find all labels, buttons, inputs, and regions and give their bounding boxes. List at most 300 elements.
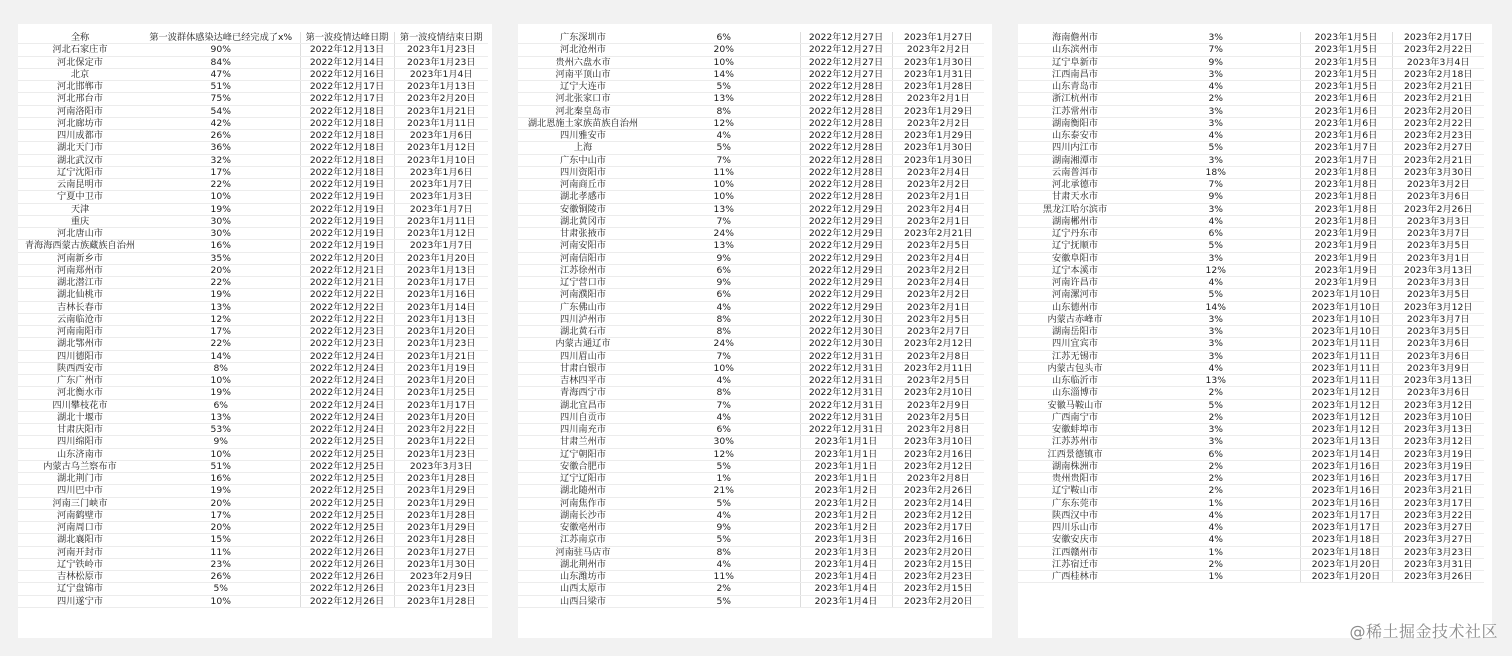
table-row: [1018, 289, 1484, 301]
table-row: [1018, 117, 1484, 129]
cell-end-date: 2023年2月5日: [892, 240, 984, 252]
cell-percentage: 4%: [648, 411, 800, 423]
cell-name: 甘肃兰州市: [518, 436, 648, 448]
cell-end-date: 2023年1月17日: [394, 277, 488, 289]
table-row: [1018, 264, 1484, 276]
table-row: [18, 117, 488, 129]
cell-peak-date: 2022年12月30日: [800, 338, 892, 350]
cell-peak-date: 2023年1月12日: [1300, 411, 1392, 423]
cell-name: 河北保定市: [18, 56, 142, 68]
cell-peak-date: 2023年1月11日: [1300, 338, 1392, 350]
cell-percentage: 13%: [648, 203, 800, 215]
cell-percentage: 4%: [1132, 362, 1300, 374]
table-row: [518, 68, 984, 80]
cell-percentage: 3%: [1132, 252, 1300, 264]
table-row: [518, 32, 984, 44]
cell-peak-date: 2023年1月8日: [1300, 179, 1392, 191]
table-row: [1018, 350, 1484, 362]
cell-percentage: 4%: [648, 375, 800, 387]
table-row: [1018, 522, 1484, 534]
cell-peak-date: 2022年12月14日: [300, 56, 394, 68]
table-row: [1018, 460, 1484, 472]
cell-end-date: 2023年1月12日: [394, 142, 488, 154]
cell-name: 江苏徐州市: [518, 264, 648, 276]
cell-peak-date: 2023年1月20日: [1300, 571, 1392, 583]
cell-name: 四川南充市: [518, 424, 648, 436]
table-row: [518, 81, 984, 93]
cell-peak-date: 2023年1月12日: [1300, 424, 1392, 436]
cell-end-date: 2023年2月2日: [892, 179, 984, 191]
sheet-2: [518, 24, 992, 638]
cell-end-date: 2023年2月21日: [1392, 93, 1484, 105]
cell-peak-date: 2022年12月28日: [800, 142, 892, 154]
cell-percentage: 2%: [1132, 558, 1300, 570]
cell-percentage: 24%: [648, 228, 800, 240]
cell-percentage: 51%: [142, 460, 300, 472]
cell-peak-date: 2023年1月4日: [800, 558, 892, 570]
table-row: [518, 289, 984, 301]
cell-percentage: 4%: [1132, 215, 1300, 227]
cell-percentage: 12%: [1132, 264, 1300, 276]
table-row: [18, 191, 488, 203]
cell-name: 江苏宿迁市: [1018, 558, 1132, 570]
table-row: [18, 301, 488, 313]
cell-peak-date: 2023年1月5日: [1300, 32, 1392, 44]
table-row: [518, 326, 984, 338]
cell-percentage: 16%: [142, 473, 300, 485]
cell-end-date: 2023年1月30日: [892, 56, 984, 68]
cell-peak-date: 2023年1月2日: [800, 497, 892, 509]
cell-name: 甘肃白银市: [518, 362, 648, 374]
cell-end-date: 2023年2月22日: [1392, 117, 1484, 129]
cell-percentage: 5%: [1132, 289, 1300, 301]
cell-end-date: 2023年2月4日: [892, 203, 984, 215]
table-row: [18, 277, 488, 289]
cell-percentage: 18%: [1132, 166, 1300, 178]
cell-name: 河南许昌市: [1018, 277, 1132, 289]
cell-percentage: 17%: [142, 166, 300, 178]
cell-end-date: 2023年1月30日: [892, 142, 984, 154]
cell-percentage: 2%: [1132, 473, 1300, 485]
cell-name: 广东佛山市: [518, 301, 648, 313]
cell-percentage: 20%: [142, 497, 300, 509]
table-row: [518, 117, 984, 129]
table-row: [18, 522, 488, 534]
cell-peak-date: 2022年12月29日: [800, 301, 892, 313]
cell-percentage: 4%: [1132, 130, 1300, 142]
cell-name: 青海西宁市: [518, 387, 648, 399]
cell-name: 天津: [18, 203, 142, 215]
cell-percentage: 5%: [1132, 142, 1300, 154]
table-row: [1018, 362, 1484, 374]
cell-name: 湖北襄阳市: [18, 534, 142, 546]
cell-percentage: 13%: [1132, 375, 1300, 387]
cell-peak-date: 2023年1月14日: [1300, 448, 1392, 460]
cell-name: 辽宁沈阳市: [18, 166, 142, 178]
cell-percentage: 5%: [142, 583, 300, 595]
cell-end-date: 2023年1月20日: [394, 252, 488, 264]
cell-name: 河北邯郸市: [18, 81, 142, 93]
table-row: [518, 460, 984, 472]
table-row: [518, 583, 984, 595]
cell-end-date: 2023年1月20日: [394, 411, 488, 423]
header-percentage: 第一波群体感染达峰已经完成了x%: [142, 32, 300, 44]
table-row: [518, 252, 984, 264]
table-row: [518, 277, 984, 289]
cell-end-date: 2023年1月3日: [394, 191, 488, 203]
cell-percentage: 2%: [1132, 411, 1300, 423]
cell-end-date: 2023年3月2日: [1392, 179, 1484, 191]
cell-peak-date: 2022年12月29日: [800, 264, 892, 276]
table-row: [518, 215, 984, 227]
cell-end-date: 2023年1月10日: [394, 154, 488, 166]
cell-percentage: 4%: [1132, 277, 1300, 289]
cell-name: 河北廊坊市: [18, 117, 142, 129]
cell-peak-date: 2022年12月24日: [300, 411, 394, 423]
table-row: [1018, 534, 1484, 546]
cell-name: 云南昆明市: [18, 179, 142, 191]
cell-end-date: 2023年3月27日: [1392, 534, 1484, 546]
table-row: [18, 534, 488, 546]
cell-end-date: 2023年1月6日: [394, 166, 488, 178]
table-row: [1018, 411, 1484, 423]
table-row: [1018, 32, 1484, 44]
cell-peak-date: 2023年1月18日: [1300, 546, 1392, 558]
cell-peak-date: 2023年1月11日: [1300, 362, 1392, 374]
table-row: [18, 289, 488, 301]
cell-peak-date: 2023年1月8日: [1300, 166, 1392, 178]
table-row: [18, 509, 488, 521]
table-row: [518, 142, 984, 154]
cell-end-date: 2023年3月26日: [1392, 571, 1484, 583]
cell-end-date: 2023年2月22日: [394, 424, 488, 436]
cell-name: 山东济南市: [18, 448, 142, 460]
cell-name: 广东深圳市: [518, 32, 648, 44]
cell-peak-date: 2023年1月16日: [1300, 497, 1392, 509]
cell-end-date: 2023年2月26日: [1392, 203, 1484, 215]
cell-name: 江西赣州市: [1018, 546, 1132, 558]
cell-peak-date: 2023年1月12日: [1300, 387, 1392, 399]
cell-end-date: 2023年3月7日: [1392, 228, 1484, 240]
cell-percentage: 8%: [648, 105, 800, 117]
cell-end-date: 2023年2月21日: [1392, 154, 1484, 166]
table-row: [1018, 56, 1484, 68]
cell-percentage: 17%: [142, 326, 300, 338]
cell-end-date: 2023年1月29日: [394, 497, 488, 509]
cell-end-date: 2023年2月10日: [892, 387, 984, 399]
cell-name: 河南濮阳市: [518, 289, 648, 301]
cell-end-date: 2023年2月1日: [892, 215, 984, 227]
cell-percentage: 7%: [648, 399, 800, 411]
cell-name: 四川攀枝花市: [18, 399, 142, 411]
cell-percentage: 3%: [1132, 32, 1300, 44]
cell-percentage: 11%: [648, 571, 800, 583]
table-row: [1018, 142, 1484, 154]
cell-percentage: 35%: [142, 252, 300, 264]
cell-percentage: 19%: [142, 485, 300, 497]
cell-peak-date: 2022年12月28日: [800, 117, 892, 129]
cell-end-date: 2023年3月12日: [1392, 399, 1484, 411]
cell-percentage: 8%: [648, 387, 800, 399]
cell-end-date: 2023年3月27日: [1392, 522, 1484, 534]
table-row: [1018, 448, 1484, 460]
cell-name: 辽宁辽阳市: [518, 473, 648, 485]
cell-percentage: 12%: [142, 313, 300, 325]
cell-peak-date: 2022年12月28日: [800, 105, 892, 117]
cell-name: 辽宁本溪市: [1018, 264, 1132, 276]
cell-name: 辽宁盘锦市: [18, 583, 142, 595]
cell-name: 湖北鄂州市: [18, 338, 142, 350]
cell-percentage: 4%: [1132, 522, 1300, 534]
cell-end-date: 2023年3月19日: [1392, 448, 1484, 460]
table-row: [18, 81, 488, 93]
cell-end-date: 2023年2月2日: [892, 289, 984, 301]
cell-end-date: 2023年3月1日: [1392, 252, 1484, 264]
table-row: [518, 485, 984, 497]
cell-name: 辽宁阜新市: [1018, 56, 1132, 68]
cell-peak-date: 2022年12月28日: [800, 191, 892, 203]
cell-end-date: 2023年2月15日: [892, 583, 984, 595]
cell-name: 辽宁丹东市: [1018, 228, 1132, 240]
cell-percentage: 16%: [142, 240, 300, 252]
cell-peak-date: 2022年12月21日: [300, 264, 394, 276]
cell-name: 湖北武汉市: [18, 154, 142, 166]
cell-end-date: 2023年1月17日: [394, 399, 488, 411]
cell-peak-date: 2022年12月24日: [300, 362, 394, 374]
cell-percentage: 13%: [648, 240, 800, 252]
cell-end-date: 2023年3月30日: [1392, 166, 1484, 178]
cell-percentage: 14%: [1132, 301, 1300, 313]
table-row: [18, 473, 488, 485]
cell-name: 四川自贡市: [518, 411, 648, 423]
cell-percentage: 9%: [1132, 56, 1300, 68]
cell-name: 江西南昌市: [1018, 68, 1132, 80]
cell-peak-date: 2022年12月18日: [300, 105, 394, 117]
cell-peak-date: 2022年12月27日: [800, 32, 892, 44]
header-row: [18, 32, 488, 44]
cell-name: 江苏苏州市: [1018, 436, 1132, 448]
cell-name: 广东中山市: [518, 154, 648, 166]
cell-end-date: 2023年1月31日: [892, 68, 984, 80]
cell-peak-date: 2023年1月11日: [1300, 350, 1392, 362]
cell-end-date: 2023年3月13日: [1392, 264, 1484, 276]
cell-peak-date: 2022年12月16日: [300, 68, 394, 80]
cell-percentage: 23%: [142, 558, 300, 570]
cell-name: 河南商丘市: [518, 179, 648, 191]
table-row: [1018, 215, 1484, 227]
table-row: [1018, 558, 1484, 570]
table-row: [518, 362, 984, 374]
cell-end-date: 2023年2月20日: [394, 93, 488, 105]
cell-peak-date: 2023年1月5日: [1300, 44, 1392, 56]
cell-name: 内蒙古通辽市: [518, 338, 648, 350]
cell-name: 辽宁抚顺市: [1018, 240, 1132, 252]
cell-name: 河南南阳市: [18, 326, 142, 338]
cell-peak-date: 2023年1月10日: [1300, 313, 1392, 325]
cell-end-date: 2023年2月21日: [1392, 81, 1484, 93]
cell-name: 河南周口市: [18, 522, 142, 534]
cell-end-date: 2023年3月6日: [1392, 387, 1484, 399]
table-row: [1018, 375, 1484, 387]
cell-name: 青海海西蒙古族藏族自治州: [18, 240, 142, 252]
cell-end-date: 2023年2月15日: [892, 558, 984, 570]
cell-end-date: 2023年3月3日: [1392, 215, 1484, 227]
cell-name: 重庆: [18, 215, 142, 227]
cell-end-date: 2023年1月29日: [394, 485, 488, 497]
cell-end-date: 2023年1月23日: [394, 583, 488, 595]
table-row: [518, 301, 984, 313]
cell-peak-date: 2022年12月25日: [300, 497, 394, 509]
cell-name: 黑龙江哈尔滨市: [1018, 203, 1132, 215]
cell-peak-date: 2022年12月21日: [300, 277, 394, 289]
cell-peak-date: 2023年1月12日: [1300, 399, 1392, 411]
cell-end-date: 2023年1月16日: [394, 289, 488, 301]
cell-percentage: 15%: [142, 534, 300, 546]
cell-percentage: 26%: [142, 130, 300, 142]
table-row: [1018, 130, 1484, 142]
cell-percentage: 4%: [648, 558, 800, 570]
cell-percentage: 6%: [648, 264, 800, 276]
cell-percentage: 4%: [648, 301, 800, 313]
cell-name: 湖北荆州市: [518, 558, 648, 570]
table-row: [18, 228, 488, 240]
cell-end-date: 2023年1月22日: [394, 436, 488, 448]
cell-end-date: 2023年3月21日: [1392, 485, 1484, 497]
cell-name: 安徽铜陵市: [518, 203, 648, 215]
table-row: [18, 203, 488, 215]
table-row: [18, 105, 488, 117]
table-row: [518, 375, 984, 387]
cell-end-date: 2023年2月5日: [892, 313, 984, 325]
cell-peak-date: 2023年1月1日: [800, 448, 892, 460]
table-row: [518, 93, 984, 105]
cell-peak-date: 2022年12月19日: [300, 191, 394, 203]
table-row: [18, 375, 488, 387]
table-row: [18, 411, 488, 423]
cell-percentage: 6%: [648, 424, 800, 436]
cell-end-date: 2023年1月20日: [394, 326, 488, 338]
cell-peak-date: 2022年12月27日: [800, 56, 892, 68]
cell-name: 四川宜宾市: [1018, 338, 1132, 350]
cell-percentage: 13%: [142, 411, 300, 423]
cell-end-date: 2023年3月6日: [1392, 338, 1484, 350]
cell-name: 海南儋州市: [1018, 32, 1132, 44]
table-row: [1018, 546, 1484, 558]
cell-end-date: 2023年1月28日: [394, 595, 488, 607]
cell-name: 云南普洱市: [1018, 166, 1132, 178]
cell-name: 辽宁鞍山市: [1018, 485, 1132, 497]
table-row: [1018, 301, 1484, 313]
cell-peak-date: 2023年1月1日: [800, 473, 892, 485]
cell-percentage: 5%: [648, 497, 800, 509]
cell-peak-date: 2022年12月23日: [300, 326, 394, 338]
cell-percentage: 6%: [142, 399, 300, 411]
cell-percentage: 2%: [648, 583, 800, 595]
cell-end-date: 2023年2月4日: [892, 277, 984, 289]
cell-end-date: 2023年3月23日: [1392, 546, 1484, 558]
cell-name: 湖南岳阳市: [1018, 326, 1132, 338]
cell-percentage: 10%: [648, 362, 800, 374]
cell-name: 湖北宜昌市: [518, 399, 648, 411]
sheet-3: [1018, 24, 1492, 638]
cell-peak-date: 2023年1月7日: [1300, 154, 1392, 166]
cell-end-date: 2023年2月16日: [892, 534, 984, 546]
cell-name: 湖北十堰市: [18, 411, 142, 423]
table-row: [1018, 154, 1484, 166]
cell-peak-date: 2023年1月13日: [1300, 436, 1392, 448]
cell-peak-date: 2022年12月19日: [300, 203, 394, 215]
cell-name: 河南新乡市: [18, 252, 142, 264]
cell-peak-date: 2022年12月25日: [300, 436, 394, 448]
cell-end-date: 2023年1月11日: [394, 117, 488, 129]
table-row: [518, 105, 984, 117]
cell-name: 河南信阳市: [518, 252, 648, 264]
cell-end-date: 2023年3月17日: [1392, 473, 1484, 485]
table-row: [518, 154, 984, 166]
cell-percentage: 20%: [142, 264, 300, 276]
cell-percentage: 8%: [648, 313, 800, 325]
cell-peak-date: 2022年12月25日: [300, 473, 394, 485]
cell-end-date: 2023年2月4日: [892, 252, 984, 264]
cell-percentage: 13%: [648, 93, 800, 105]
cell-end-date: 2023年2月22日: [1392, 44, 1484, 56]
cell-end-date: 2023年2月12日: [892, 460, 984, 472]
cell-end-date: 2023年2月14日: [892, 497, 984, 509]
cell-end-date: 2023年3月4日: [1392, 56, 1484, 68]
table-row: [18, 56, 488, 68]
cell-percentage: 4%: [1132, 534, 1300, 546]
table-row: [18, 44, 488, 56]
cell-name: 湖北恩施土家族苗族自治州: [518, 117, 648, 129]
cell-peak-date: 2023年1月17日: [1300, 522, 1392, 534]
cell-name: 北京: [18, 68, 142, 80]
cell-peak-date: 2023年1月9日: [1300, 228, 1392, 240]
table-row: [518, 509, 984, 521]
cell-end-date: 2023年3月9日: [1392, 362, 1484, 374]
cell-name: 湖南株洲市: [1018, 460, 1132, 472]
cell-peak-date: 2022年12月17日: [300, 81, 394, 93]
cell-name: 江苏常州市: [1018, 105, 1132, 117]
cell-name: 河北承德市: [1018, 179, 1132, 191]
cell-peak-date: 2023年1月10日: [1300, 289, 1392, 301]
cell-peak-date: 2023年1月9日: [1300, 252, 1392, 264]
cell-peak-date: 2023年1月8日: [1300, 203, 1392, 215]
table-row: [518, 411, 984, 423]
table-row: [1018, 326, 1484, 338]
cell-percentage: 1%: [1132, 571, 1300, 583]
table-row: [1018, 203, 1484, 215]
table-row: [18, 215, 488, 227]
table-row: [1018, 399, 1484, 411]
table-row: [18, 240, 488, 252]
cell-name: 湖北随州市: [518, 485, 648, 497]
cell-end-date: 2023年3月5日: [1392, 289, 1484, 301]
table-row: [1018, 436, 1484, 448]
cell-end-date: 2023年2月20日: [892, 595, 984, 607]
cell-name: 湖北天门市: [18, 142, 142, 154]
cell-end-date: 2023年2月27日: [1392, 142, 1484, 154]
cell-name: 四川雅安市: [518, 130, 648, 142]
cell-name: 陕西汉中市: [1018, 509, 1132, 521]
table-row: [18, 583, 488, 595]
cell-name: 山东滨州市: [1018, 44, 1132, 56]
cell-percentage: 84%: [142, 56, 300, 68]
table-row: [18, 558, 488, 570]
cell-end-date: 2023年2月18日: [1392, 68, 1484, 80]
cell-name: 四川泸州市: [518, 313, 648, 325]
cell-peak-date: 2022年12月25日: [300, 448, 394, 460]
cell-name: 陕西西安市: [18, 362, 142, 374]
